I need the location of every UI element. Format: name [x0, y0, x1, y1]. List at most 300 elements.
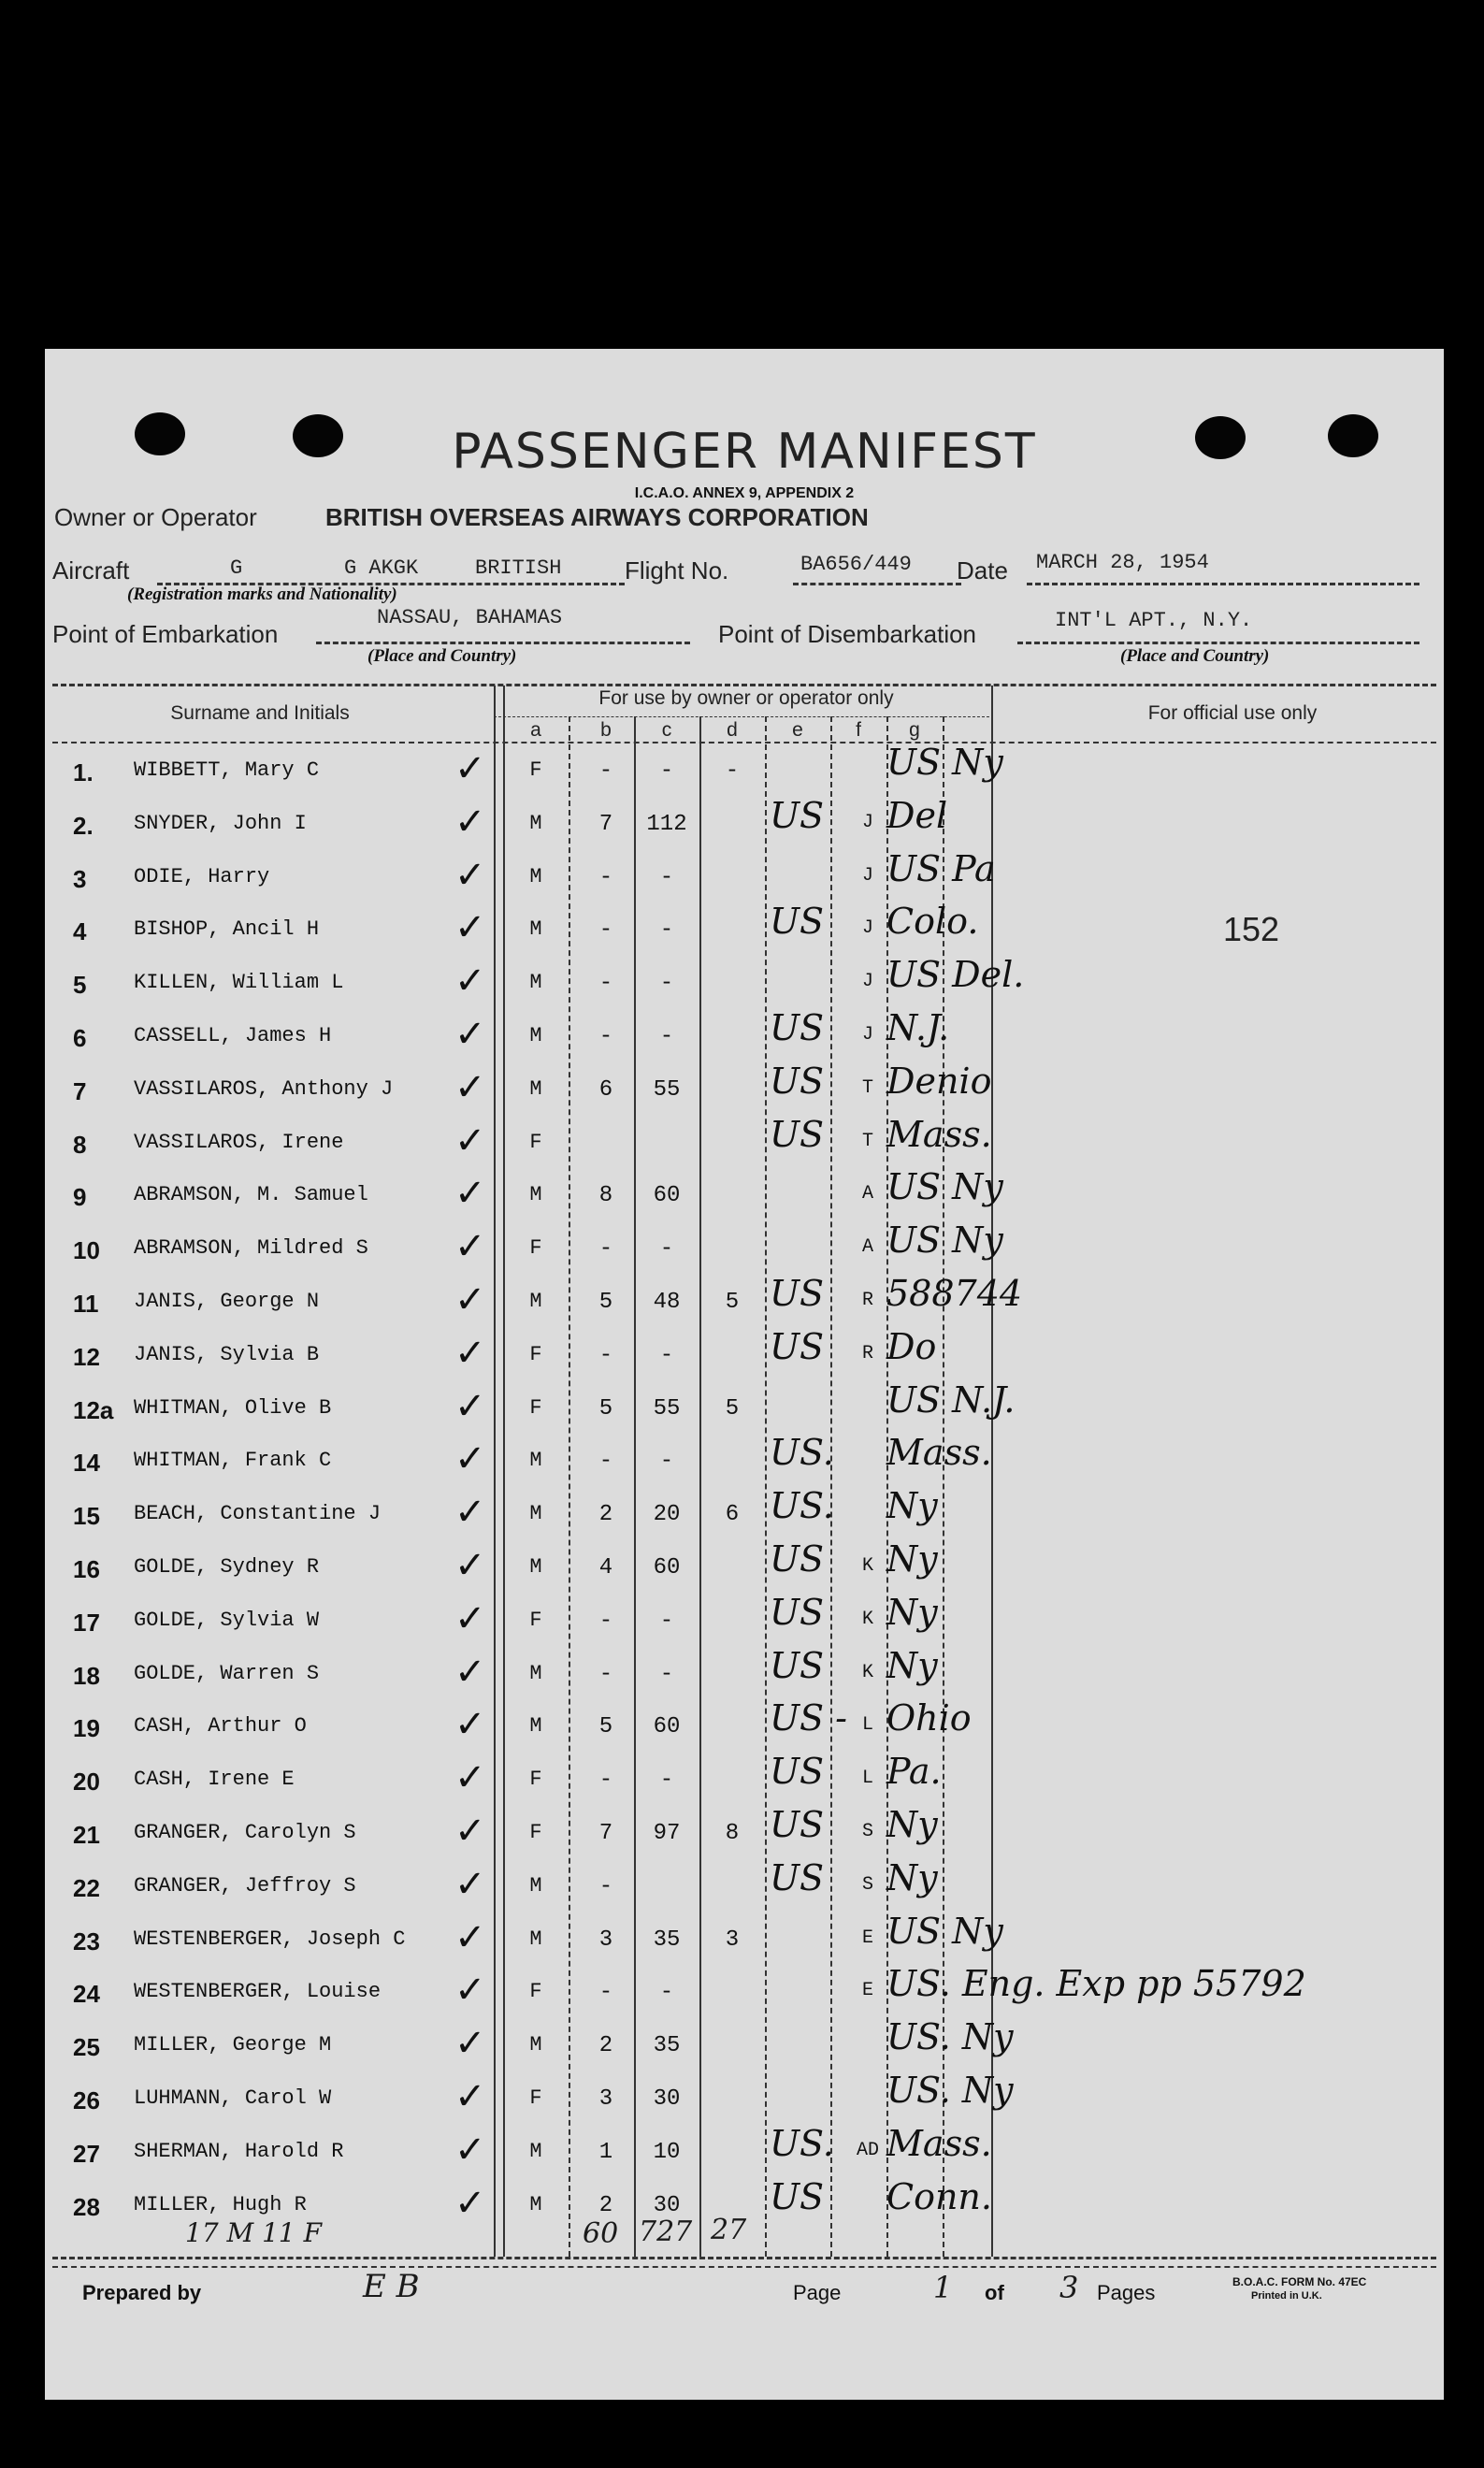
checkmark-icon: ✓ — [454, 2075, 486, 2118]
handwritten-note: US - — [770, 1697, 847, 1739]
checkmark-icon: ✓ — [454, 1915, 486, 1959]
col-c-cell: 48 — [653, 1290, 681, 1315]
passenger-name: MILLER, Hugh R — [134, 2192, 307, 2216]
sex-cell: F — [529, 1342, 542, 1366]
handwritten-note: US — [770, 1007, 825, 1048]
col-f-cell: L — [861, 1768, 873, 1790]
sex-cell: F — [529, 1980, 542, 2004]
col-f-cell: S — [861, 1873, 873, 1896]
sex-cell: F — [529, 1821, 542, 1844]
checkmark-icon: ✓ — [454, 1384, 486, 1428]
handwritten-note: Do — [886, 1325, 937, 1367]
col-c-cell: 30 — [653, 2086, 681, 2112]
manifest-title: PASSENGER MANIFEST — [452, 424, 1037, 480]
sex-cell: M — [529, 1076, 542, 1101]
totals-note: 17 M 11 F — [185, 2217, 323, 2248]
handwritten-note: Pa. — [886, 1751, 942, 1793]
col-b-cell: 1 — [598, 2139, 613, 2165]
col-c-cell: 55 — [653, 1395, 681, 1422]
col-f-cell: J — [861, 1024, 873, 1046]
checkmark-icon: ✓ — [454, 1969, 486, 2013]
row-number: 27 — [73, 2139, 100, 2168]
row-number: 8 — [73, 1130, 87, 1159]
checkmark-icon: ✓ — [454, 1065, 486, 1109]
col-c-cell: - — [659, 1608, 674, 1634]
aircraft-nationality: BRITISH — [475, 556, 562, 580]
passenger-name: SNYDER, John I — [134, 811, 307, 835]
form-number: B.O.A.C. FORM No. 47EC — [1232, 2275, 1367, 2288]
handwritten-note: US — [770, 1644, 825, 1686]
col-d-cell: 3 — [725, 1927, 740, 1953]
col-d-cell: 6 — [725, 1502, 740, 1528]
sex-cell: M — [529, 2139, 542, 2163]
col-c-cell: - — [659, 1661, 674, 1687]
table-row — [45, 1697, 1444, 1761]
checkmark-icon: ✓ — [454, 2128, 486, 2172]
row-number: 23 — [73, 1927, 100, 1956]
pages-value: 3 — [1059, 2270, 1079, 2305]
embark-underline — [316, 642, 690, 644]
registration-note: (Registration marks and Nationality) — [127, 585, 397, 604]
table-row — [45, 1751, 1444, 1814]
table-bottom-border — [52, 2257, 1436, 2259]
handwritten-note: Ny — [886, 1804, 938, 1845]
row-number: 1. — [73, 758, 94, 787]
passenger-name: SHERMAN, Harold R — [134, 2139, 344, 2163]
handwritten-note: Ny — [886, 1644, 938, 1686]
table-row — [45, 1644, 1444, 1709]
checkmark-icon: ✓ — [454, 906, 486, 950]
handwritten-note: Del — [886, 794, 948, 836]
passenger-name: WIBBETT, Mary C — [134, 758, 320, 782]
handwritten-note: 588744 — [886, 1273, 1023, 1314]
handwritten-note: US Ny — [886, 1220, 1003, 1262]
col-f-cell: A — [861, 1183, 873, 1205]
handwritten-note: US — [770, 2175, 825, 2217]
disembark-value: INT'L APT., N.Y. — [1055, 609, 1253, 632]
handwritten-note: US Ny — [886, 742, 1003, 783]
sex-cell: M — [529, 1873, 542, 1898]
col-f-cell: K — [861, 1661, 873, 1683]
handwritten-note: US Ny — [886, 1166, 1003, 1208]
table-row — [45, 1273, 1444, 1336]
checkmark-icon: ✓ — [454, 1810, 486, 1853]
col-b-cell: - — [598, 1342, 613, 1368]
col-d-cell: 8 — [725, 1821, 740, 1846]
passenger-name: BISHOP, Ancil H — [134, 917, 320, 942]
passenger-name: WESTENBERGER, Joseph C — [134, 1927, 406, 1951]
col-c-cell: 60 — [653, 1555, 681, 1580]
passenger-name: ABRAMSON, Mildred S — [134, 1236, 368, 1261]
sex-cell: M — [529, 1714, 542, 1739]
handwritten-note: US — [770, 1591, 825, 1633]
checkmark-icon: ✓ — [454, 2181, 486, 2225]
col-c-cell: - — [659, 1342, 674, 1368]
owner-value: BRITISH OVERSEAS AIRWAYS CORPORATION — [325, 503, 869, 531]
col-surname-header: Surname and Initials — [170, 702, 350, 724]
col-b-cell: 5 — [598, 1290, 613, 1315]
table-row — [45, 1538, 1444, 1602]
col-c-cell: - — [659, 758, 674, 784]
col-f-cell: T — [861, 1130, 873, 1152]
col-c-cell: - — [659, 864, 674, 890]
passenger-name: JANIS, George N — [134, 1290, 320, 1313]
col-c-cell: - — [659, 971, 674, 997]
table-row — [45, 1220, 1444, 1283]
table-row — [45, 1378, 1444, 1443]
row-number: 12 — [73, 1342, 100, 1371]
col-c-cell: - — [659, 917, 674, 944]
handwritten-note: Colo. — [886, 901, 979, 943]
sex-cell: M — [529, 1183, 542, 1207]
sex-cell: F — [529, 1768, 542, 1792]
table-row — [45, 1856, 1444, 1921]
col-c-cell: 97 — [653, 1821, 681, 1846]
checkmark-icon: ✓ — [454, 1544, 486, 1587]
col-f-cell: K — [861, 1608, 873, 1630]
handwritten-note: Ny — [886, 1856, 938, 1898]
handwritten-note: US N.J. — [886, 1378, 1016, 1421]
prepared-value: E B — [363, 2268, 420, 2305]
col-d-cell: 5 — [725, 1395, 740, 1422]
col-f-cell: R — [861, 1342, 873, 1364]
passenger-name: GOLDE, Sylvia W — [134, 1608, 320, 1632]
col-b-cell: - — [598, 1608, 613, 1634]
col-b-cell: - — [598, 864, 613, 890]
date-underline — [1027, 583, 1419, 585]
handwritten-note: US — [770, 1060, 825, 1102]
checkmark-icon: ✓ — [454, 1119, 486, 1162]
row-number: 2. — [73, 811, 94, 840]
checkmark-icon: ✓ — [454, 2022, 486, 2066]
passenger-name: LUHMANN, Carol W — [134, 2086, 332, 2110]
sex-cell: M — [529, 864, 542, 888]
col-c-cell: - — [659, 1024, 674, 1049]
sex-cell: M — [529, 971, 542, 995]
handwritten-note: US Del. — [886, 954, 1025, 996]
handwritten-note: US — [770, 901, 825, 943]
passenger-name: GOLDE, Sydney R — [134, 1555, 320, 1579]
col-b-cell: 2 — [598, 2033, 613, 2059]
passenger-name: GRANGER, Jeffroy S — [134, 1873, 356, 1898]
checkmark-icon: ✓ — [454, 800, 486, 844]
sex-cell: M — [529, 1290, 542, 1313]
col-b-cell: 3 — [598, 2086, 613, 2112]
col-official-header: For official use only — [1147, 702, 1318, 724]
checkmark-icon: ✓ — [454, 1013, 486, 1056]
passenger-name: WHITMAN, Olive B — [134, 1395, 332, 1420]
handwritten-note: Ny — [886, 1591, 938, 1633]
page-value: 1 — [933, 2270, 953, 2305]
col-f-cell: R — [861, 1290, 873, 1311]
handwritten-note: Denio — [886, 1060, 992, 1102]
handwritten-note: US. Ny — [886, 2016, 1014, 2058]
handwritten-note: US Pa — [886, 847, 996, 889]
place-note-right: (Place and Country) — [1120, 646, 1270, 666]
row-number: 28 — [73, 2192, 100, 2221]
of-label: of — [985, 2281, 1004, 2304]
page-label: Page — [793, 2281, 842, 2304]
passenger-name: CASSELL, James H — [134, 1024, 332, 1047]
passenger-name: GRANGER, Carolyn S — [134, 1821, 356, 1844]
sex-cell: M — [529, 1502, 542, 1526]
sex-cell: F — [529, 1395, 542, 1420]
table-row — [45, 2016, 1444, 2080]
col-b-cell: - — [598, 1236, 613, 1263]
handwritten-note: US — [770, 1273, 825, 1314]
row-number: 14 — [73, 1449, 100, 1478]
col-c-cell: - — [659, 1980, 674, 2006]
sex-cell: M — [529, 1661, 542, 1685]
col-b-cell: - — [598, 1768, 613, 1794]
sex-cell: M — [529, 2033, 542, 2057]
col-b-cell: 5 — [598, 1714, 613, 1740]
checkmark-icon: ✓ — [454, 1596, 486, 1640]
row-number: 10 — [73, 1236, 100, 1265]
passenger-name: MILLER, George M — [134, 2033, 332, 2057]
embark-label: Point of Embarkation — [52, 620, 279, 648]
row-number: 17 — [73, 1608, 100, 1637]
handwritten-note: Mass. — [886, 1432, 992, 1474]
col-c-cell: - — [659, 1449, 674, 1475]
col-f-cell: J — [861, 971, 873, 993]
passenger-name: ABRAMSON, M. Samuel — [134, 1183, 368, 1207]
col-f-cell: K — [861, 1555, 873, 1577]
aircraft-value: G AKGK — [344, 556, 419, 580]
table-row — [45, 1963, 1444, 2027]
totals-c: 727 — [639, 2215, 693, 2248]
subcol-g: g — [909, 719, 920, 741]
flight-underline — [793, 583, 961, 585]
row-number: 15 — [73, 1502, 100, 1531]
col-f-cell: AD — [856, 2139, 879, 2161]
pages-label: Pages — [1097, 2281, 1156, 2304]
sex-cell: F — [529, 2086, 542, 2110]
col-c-cell: 20 — [653, 1502, 681, 1528]
table-row — [45, 2070, 1444, 2133]
sex-cell: F — [529, 1130, 542, 1154]
col-b-cell: 7 — [598, 811, 613, 837]
handwritten-note: Mass. — [886, 1113, 992, 1155]
manifest-sheet — [45, 349, 1444, 2400]
col-c-cell: 35 — [653, 2033, 681, 2059]
checkmark-icon: ✓ — [454, 1703, 486, 1747]
totals-d: 27 — [711, 2214, 747, 2246]
handwritten-note: Ohio — [886, 1697, 972, 1739]
col-b-cell: - — [598, 971, 613, 997]
table-row — [45, 1007, 1444, 1071]
checkmark-icon: ✓ — [454, 1650, 486, 1694]
footer-rule — [52, 2266, 1436, 2268]
sex-cell: M — [529, 1555, 542, 1579]
table-row — [45, 954, 1444, 1018]
checkmark-icon: ✓ — [454, 747, 486, 790]
row-number: 26 — [73, 2086, 100, 2114]
subcol-c: c — [661, 719, 672, 741]
official-number: 152 — [1223, 910, 1280, 948]
sex-cell: M — [529, 917, 542, 942]
handwritten-note: US. — [770, 1485, 834, 1527]
handwritten-note: US Ny — [886, 1910, 1003, 1952]
handwritten-note: US — [770, 1751, 825, 1793]
owner-label: Owner or Operator — [54, 503, 257, 531]
table-row — [45, 1113, 1444, 1177]
col-c-cell: 10 — [653, 2139, 681, 2165]
row-number: 5 — [73, 971, 87, 1000]
table-row — [45, 901, 1444, 964]
passenger-name: WESTENBERGER, Louise — [134, 1980, 382, 2004]
passenger-name: GOLDE, Warren S — [134, 1661, 320, 1685]
handwritten-note: Conn. — [886, 2175, 992, 2217]
col-b-cell: 2 — [598, 2192, 613, 2218]
subcol-e: e — [792, 719, 803, 741]
checkmark-icon: ✓ — [454, 1172, 486, 1216]
checkmark-icon: ✓ — [454, 1437, 486, 1481]
row-number: 22 — [73, 1873, 100, 1902]
checkmark-icon: ✓ — [454, 1331, 486, 1375]
sex-cell: M — [529, 1927, 542, 1951]
col-b-cell: 3 — [598, 1927, 613, 1953]
passenger-name: KILLEN, William L — [134, 971, 344, 995]
col-c-cell: 35 — [653, 1927, 681, 1953]
table-row — [45, 1325, 1444, 1390]
passenger-name: CASH, Irene E — [134, 1768, 295, 1792]
row-number: 18 — [73, 1661, 100, 1690]
col-b-cell: - — [598, 758, 613, 784]
handwritten-note: US — [770, 1325, 825, 1367]
handwritten-note: US. — [770, 2122, 834, 2164]
handwritten-note: N.J. — [886, 1007, 950, 1048]
row-number: 16 — [73, 1555, 100, 1583]
passenger-name: VASSILAROS, Anthony J — [134, 1076, 394, 1101]
col-b-cell: - — [598, 1873, 613, 1899]
col-d-cell: - — [725, 758, 740, 784]
sex-cell: M — [529, 811, 542, 835]
disembark-underline — [1017, 642, 1419, 644]
passenger-name: JANIS, Sylvia B — [134, 1342, 320, 1366]
checkmark-icon: ✓ — [454, 960, 486, 1003]
table-row — [45, 1432, 1444, 1495]
col-b-cell: - — [598, 1024, 613, 1049]
handwritten-note: Ny — [886, 1485, 938, 1527]
col-b-cell: 4 — [598, 1555, 613, 1580]
table-row — [45, 794, 1444, 859]
col-c-cell: - — [659, 1236, 674, 1263]
col-b-cell: 2 — [598, 1502, 613, 1528]
col-f-cell: S — [861, 1821, 873, 1842]
sex-cell: F — [529, 758, 542, 782]
prepared-label: Prepared by — [82, 2281, 202, 2304]
embark-value: NASSAU, BAHAMAS — [377, 606, 563, 629]
handwritten-note: Ny — [886, 1538, 938, 1580]
form-printed: Printed in U.K. — [1251, 2290, 1322, 2302]
row-number: 7 — [73, 1076, 87, 1105]
col-f-cell: E — [861, 1980, 873, 2002]
row-number: 24 — [73, 1980, 100, 2009]
col-f-cell: A — [861, 1236, 873, 1259]
handwritten-note: US — [770, 794, 825, 836]
passenger-name: VASSILAROS, Irene — [134, 1130, 344, 1154]
sex-cell: M — [529, 1449, 542, 1473]
col-b-cell: - — [598, 1661, 613, 1687]
handwritten-note: US — [770, 1856, 825, 1898]
col-f-cell: T — [861, 1076, 873, 1099]
sex-cell: F — [529, 1608, 542, 1632]
subcol-d: d — [727, 719, 738, 741]
col-f-cell: J — [861, 917, 873, 940]
col-d-cell: 5 — [725, 1290, 740, 1315]
col-c-cell: - — [659, 1768, 674, 1794]
row-number: 6 — [73, 1024, 87, 1052]
row-number: 25 — [73, 2033, 100, 2062]
disembark-label: Point of Disembarkation — [718, 620, 977, 648]
aircraft-label: Aircraft — [52, 556, 130, 585]
row-number: 9 — [73, 1183, 87, 1212]
passenger-name: CASH, Arthur O — [134, 1714, 307, 1739]
checkmark-icon: ✓ — [454, 1756, 486, 1800]
col-f-cell: E — [861, 1927, 873, 1949]
col-c-cell: 55 — [653, 1076, 681, 1103]
sex-cell: M — [529, 2192, 542, 2216]
row-number: 11 — [73, 1290, 99, 1318]
table-row — [45, 1591, 1444, 1655]
row-number: 4 — [73, 917, 87, 946]
table-row — [45, 1166, 1444, 1230]
row-number: 3 — [73, 864, 87, 893]
row-number: 20 — [73, 1768, 100, 1797]
subcol-b: b — [600, 719, 612, 741]
handwritten-note: US. Eng. Exp pp 55792 — [886, 1963, 1306, 2005]
col-c-cell: 60 — [653, 1183, 681, 1209]
handwritten-note: US. Ny — [886, 2070, 1014, 2111]
passenger-name: ODIE, Harry — [134, 864, 270, 888]
handwritten-note: Mass. — [886, 2122, 992, 2164]
col-c-cell: 60 — [653, 1714, 681, 1740]
col-c-cell: 30 — [653, 2192, 681, 2218]
handwritten-note: US — [770, 1113, 825, 1155]
passenger-name: WHITMAN, Frank C — [134, 1449, 332, 1473]
sex-cell: M — [529, 1024, 542, 1047]
col-b-cell: 7 — [598, 1821, 613, 1846]
date-label: Date — [957, 556, 1008, 585]
handwritten-note: US — [770, 1804, 825, 1845]
sex-cell: F — [529, 1236, 542, 1261]
col-f-cell: J — [861, 811, 873, 833]
checkmark-icon: ✓ — [454, 1225, 486, 1269]
row-number: 19 — [73, 1714, 100, 1743]
col-b-cell: 5 — [598, 1395, 613, 1422]
col-b-cell: - — [598, 1449, 613, 1475]
col-b-cell: - — [598, 1980, 613, 2006]
flight-label: Flight No. — [625, 556, 729, 585]
row-number: 21 — [73, 1821, 100, 1849]
row-number: 12a — [73, 1395, 114, 1424]
checkmark-icon: ✓ — [454, 853, 486, 897]
col-b-cell: 6 — [598, 1076, 613, 1103]
checkmark-icon: ✓ — [454, 1491, 486, 1535]
col-b-cell: 8 — [598, 1183, 613, 1209]
col-f-cell: J — [861, 864, 873, 887]
place-note-left: (Place and Country) — [367, 646, 517, 666]
col-f-cell: L — [861, 1714, 873, 1737]
table-row — [45, 847, 1444, 912]
flight-value: BA656/449 — [800, 553, 912, 576]
manifest-subtitle: I.C.A.O. ANNEX 9, APPENDIX 2 — [634, 485, 855, 501]
col-c-cell: 112 — [646, 811, 687, 837]
handwritten-note: US. — [770, 1432, 834, 1474]
date-value: MARCH 28, 1954 — [1036, 551, 1209, 574]
checkmark-icon: ✓ — [454, 1278, 486, 1321]
